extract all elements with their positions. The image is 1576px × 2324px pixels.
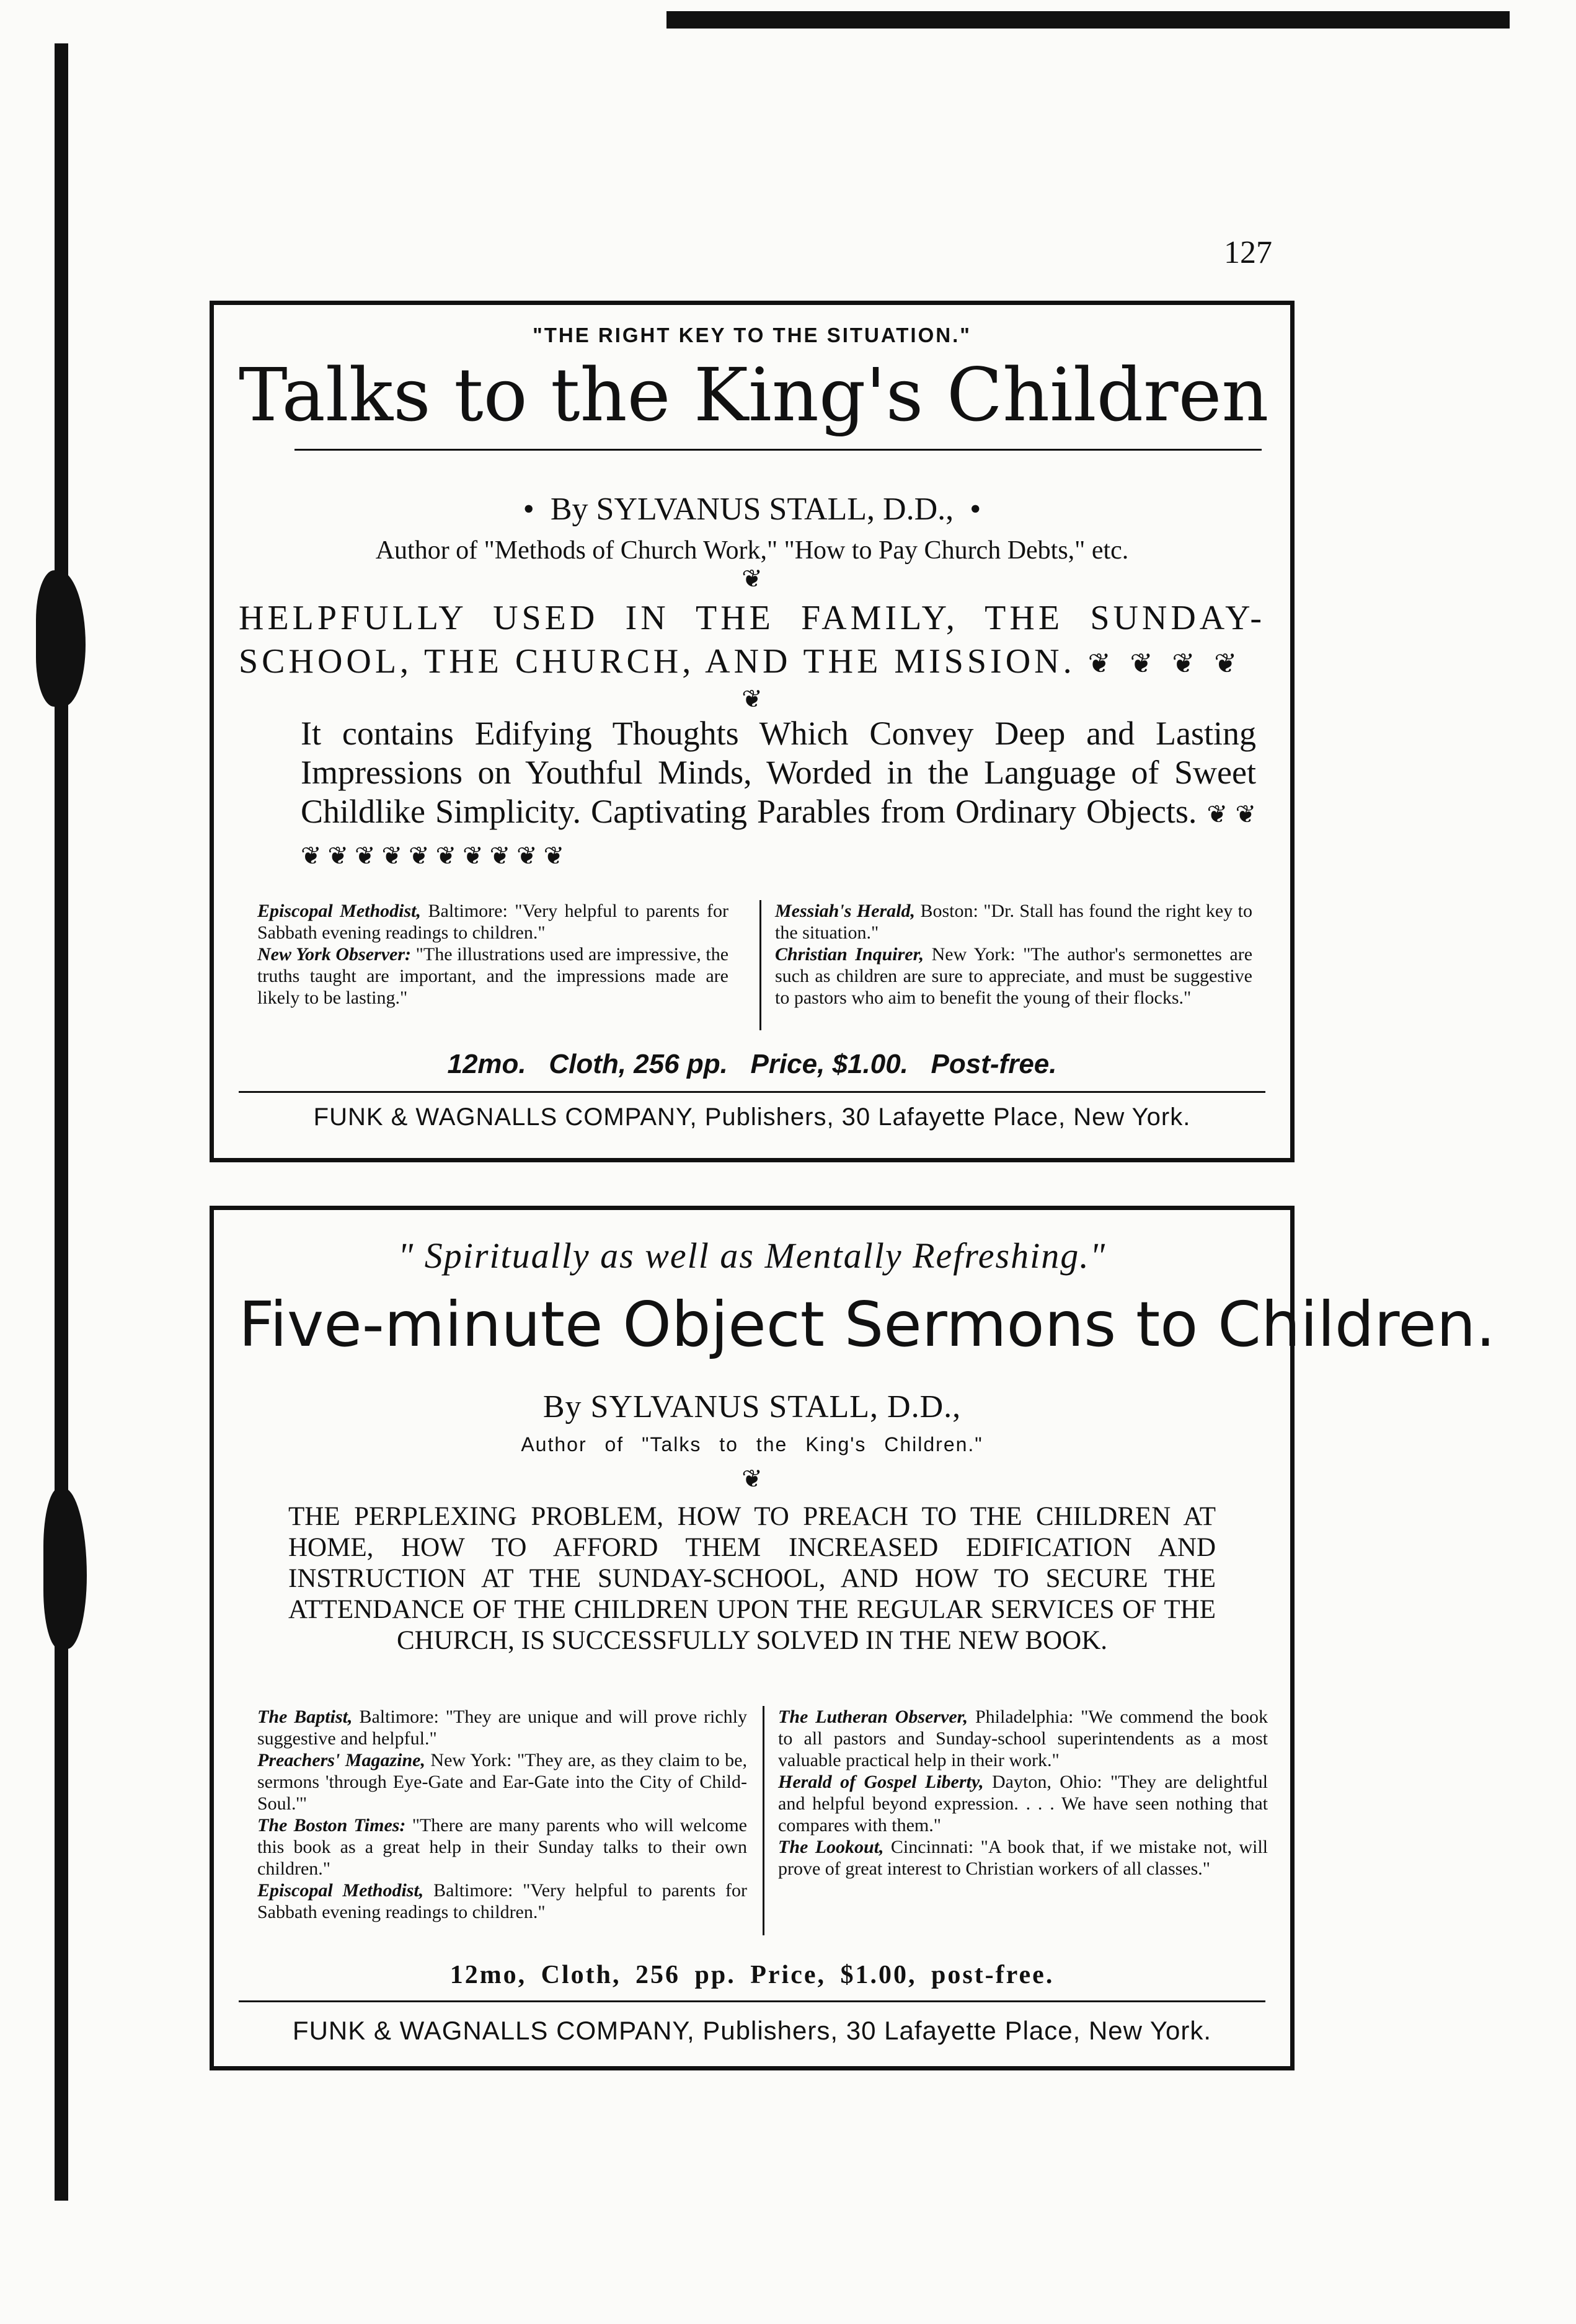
price-line: 12mo. Cloth, 256 pp. Price, $1.00. Post-free. — [447, 1049, 1057, 1079]
review-text: "The illustrations used are impressive, the truths taught are important, and the impressions made are likely to be lasting." — [257, 944, 729, 1008]
divider — [239, 1091, 1265, 1093]
ad-headline — [239, 596, 1265, 686]
review-source: The Lookout, — [778, 1837, 884, 1857]
review-source: Episcopal Methodist, — [257, 901, 422, 921]
column-divider — [763, 1706, 764, 1935]
column-divider — [759, 900, 761, 1030]
author-note: Author of "Talks to the King's Children." — [521, 1433, 983, 1456]
review-text: New York: "The author's sermonettes are such as children are sure to appreciate, and must be suggestive to pastors who aim to benefit the young of their flocks." — [775, 944, 1253, 1008]
review-source: Messiah's Herald, — [775, 901, 915, 921]
review-item — [778, 1836, 1268, 1880]
fleuron-icon: ❦ — [742, 565, 763, 593]
review-item — [778, 1706, 1268, 1771]
review-item — [775, 943, 1252, 1009]
review-text: Philadelphia: "We commend the book to all pastors and Sunday-school superintendents as a most valuable practical help in their work." — [778, 1707, 1268, 1770]
publisher-line: FUNK & WAGNALLS COMPANY, Publishers, 30 Lafayette Place, New York. — [313, 1103, 1191, 1131]
author: By SYLVANUS STALL, D.D., — [542, 1389, 962, 1425]
page-number: 127 — [1224, 235, 1272, 270]
review-source: The Lutheran Observer, — [778, 1707, 968, 1727]
publisher-line: FUNK & WAGNALLS COMPANY, Publishers, 30 Lafayette Place, New York. — [292, 2016, 1212, 2045]
title-underline — [294, 449, 1262, 451]
ad-description — [301, 714, 1256, 875]
review-item — [257, 1706, 747, 1749]
review-text: New York: "They are, as they claim to be, sermons 'through Eye-Gate and Ear-Gate into the City of Child-Soul.'" — [257, 1750, 747, 1814]
ad-title: Talks to the King's Children — [239, 352, 1269, 438]
review-source: Christian Inquirer, — [775, 944, 924, 965]
binding-mark — [36, 570, 86, 707]
review-text: Dayton, Ohio: "They are delightful and helpful beyond expression. . . . We have seen nothing that compares with them." — [778, 1772, 1268, 1836]
review-source: The Baptist, — [257, 1707, 353, 1727]
author: By SYLVANUS STALL, D.D., — [550, 492, 954, 527]
review-source: Preachers' Magazine, — [257, 1750, 425, 1770]
review-item — [257, 943, 728, 1009]
reviews-right — [778, 1706, 1268, 1880]
reviews-left — [257, 1706, 747, 1923]
review-item — [775, 900, 1252, 943]
review-item — [257, 1880, 747, 1923]
ad-tagline: " Spiritually as well as Mentally Refreshing." — [397, 1235, 1107, 1276]
fleuron-icon: ❦ — [742, 1465, 763, 1493]
ornaments-icon: ❦ ❦ ❦ ❦ — [1087, 648, 1244, 679]
author-line: • By SYLVANUS STALL, D.D., • — [523, 492, 981, 527]
binding-edge — [55, 43, 68, 2201]
reviews-right — [775, 900, 1252, 1009]
headline-text: HELPFULLY USED IN THE FAMILY, THE SUNDAY-SCHOOL, THE CHURCH, AND THE MISSION. — [239, 599, 1265, 681]
review-text: Baltimore: "Very helpful to parents for Sabbath evening readings to children." — [257, 901, 729, 943]
review-text: Cincinnati: "A book that, if we mistake not, will prove of great interest to Christian workers of all classes." — [778, 1837, 1268, 1879]
review-item — [257, 1749, 747, 1814]
review-item — [778, 1771, 1268, 1836]
author-note: Author of "Methods of Church Work," "How to Pay Church Debts," etc. — [375, 536, 1129, 565]
ad-headline: THE PERPLEXING PROBLEM, HOW TO PREACH TO THE CHILDREN AT HOME, HOW TO AFFORD THEM INCREASED EDIFICATION AND INSTRUCTION AT THE SUNDAY-SCHOOL, AND HOW TO SECURE THE ATTENDANCE OF THE CHILDREN UPON THE REGULAR SERVICES OF THE CHURCH, IS SUCCESSFULLY SOLVED IN THE NEW BOOK. — [288, 1502, 1216, 1655]
review-source: Episcopal Methodist, — [257, 1880, 424, 1901]
description-text: It contains Edifying Thoughts Which Convey Deep and Lasting Impressions on Youthful Minds, Worded in the Language of Sweet Childlike Simplicity. Captivating Parables from Ordinary Objects. — [301, 715, 1256, 830]
divider — [239, 2000, 1265, 2002]
reviews-left — [257, 900, 728, 1009]
review-text: Baltimore: "Very helpful to parents for Sabbath evening readings to children." — [257, 1880, 747, 1922]
ad-title: Five-minute Object Sermons to Children. — [239, 1288, 1496, 1361]
review-source: Herald of Gospel Liberty, — [778, 1772, 984, 1792]
binding-mark — [43, 1488, 87, 1649]
price-line: 12mo, Cloth, 256 pp. Price, $1.00, post-free. — [449, 1961, 1055, 1989]
review-source: The Boston Times: — [257, 1815, 406, 1836]
review-item — [257, 900, 728, 943]
review-text: Baltimore: "They are unique and will prove richly suggestive and helpful." — [257, 1707, 748, 1749]
advertisement-five-minute-sermons — [210, 1206, 1496, 2070]
ornaments-icon: ❦ ❦ ❦ ❦ ❦ ❦ ❦ ❦ ❦ ❦ ❦ ❦ — [301, 800, 1257, 870]
advertisement-talks-to-kings-children — [210, 301, 1295, 1162]
top-rule — [666, 11, 1510, 29]
fleuron-icon: ❦ — [742, 685, 763, 713]
review-text: "There are many parents who will welcome this book as a great help in their Sunday talks to their own children." — [257, 1815, 747, 1879]
review-item — [257, 1814, 747, 1880]
ad-tagline: "THE RIGHT KEY TO THE SITUATION." — [533, 324, 972, 347]
review-text: Boston: "Dr. Stall has found the right key to the situation." — [775, 901, 1253, 943]
review-source: New York Observer: — [257, 944, 411, 965]
